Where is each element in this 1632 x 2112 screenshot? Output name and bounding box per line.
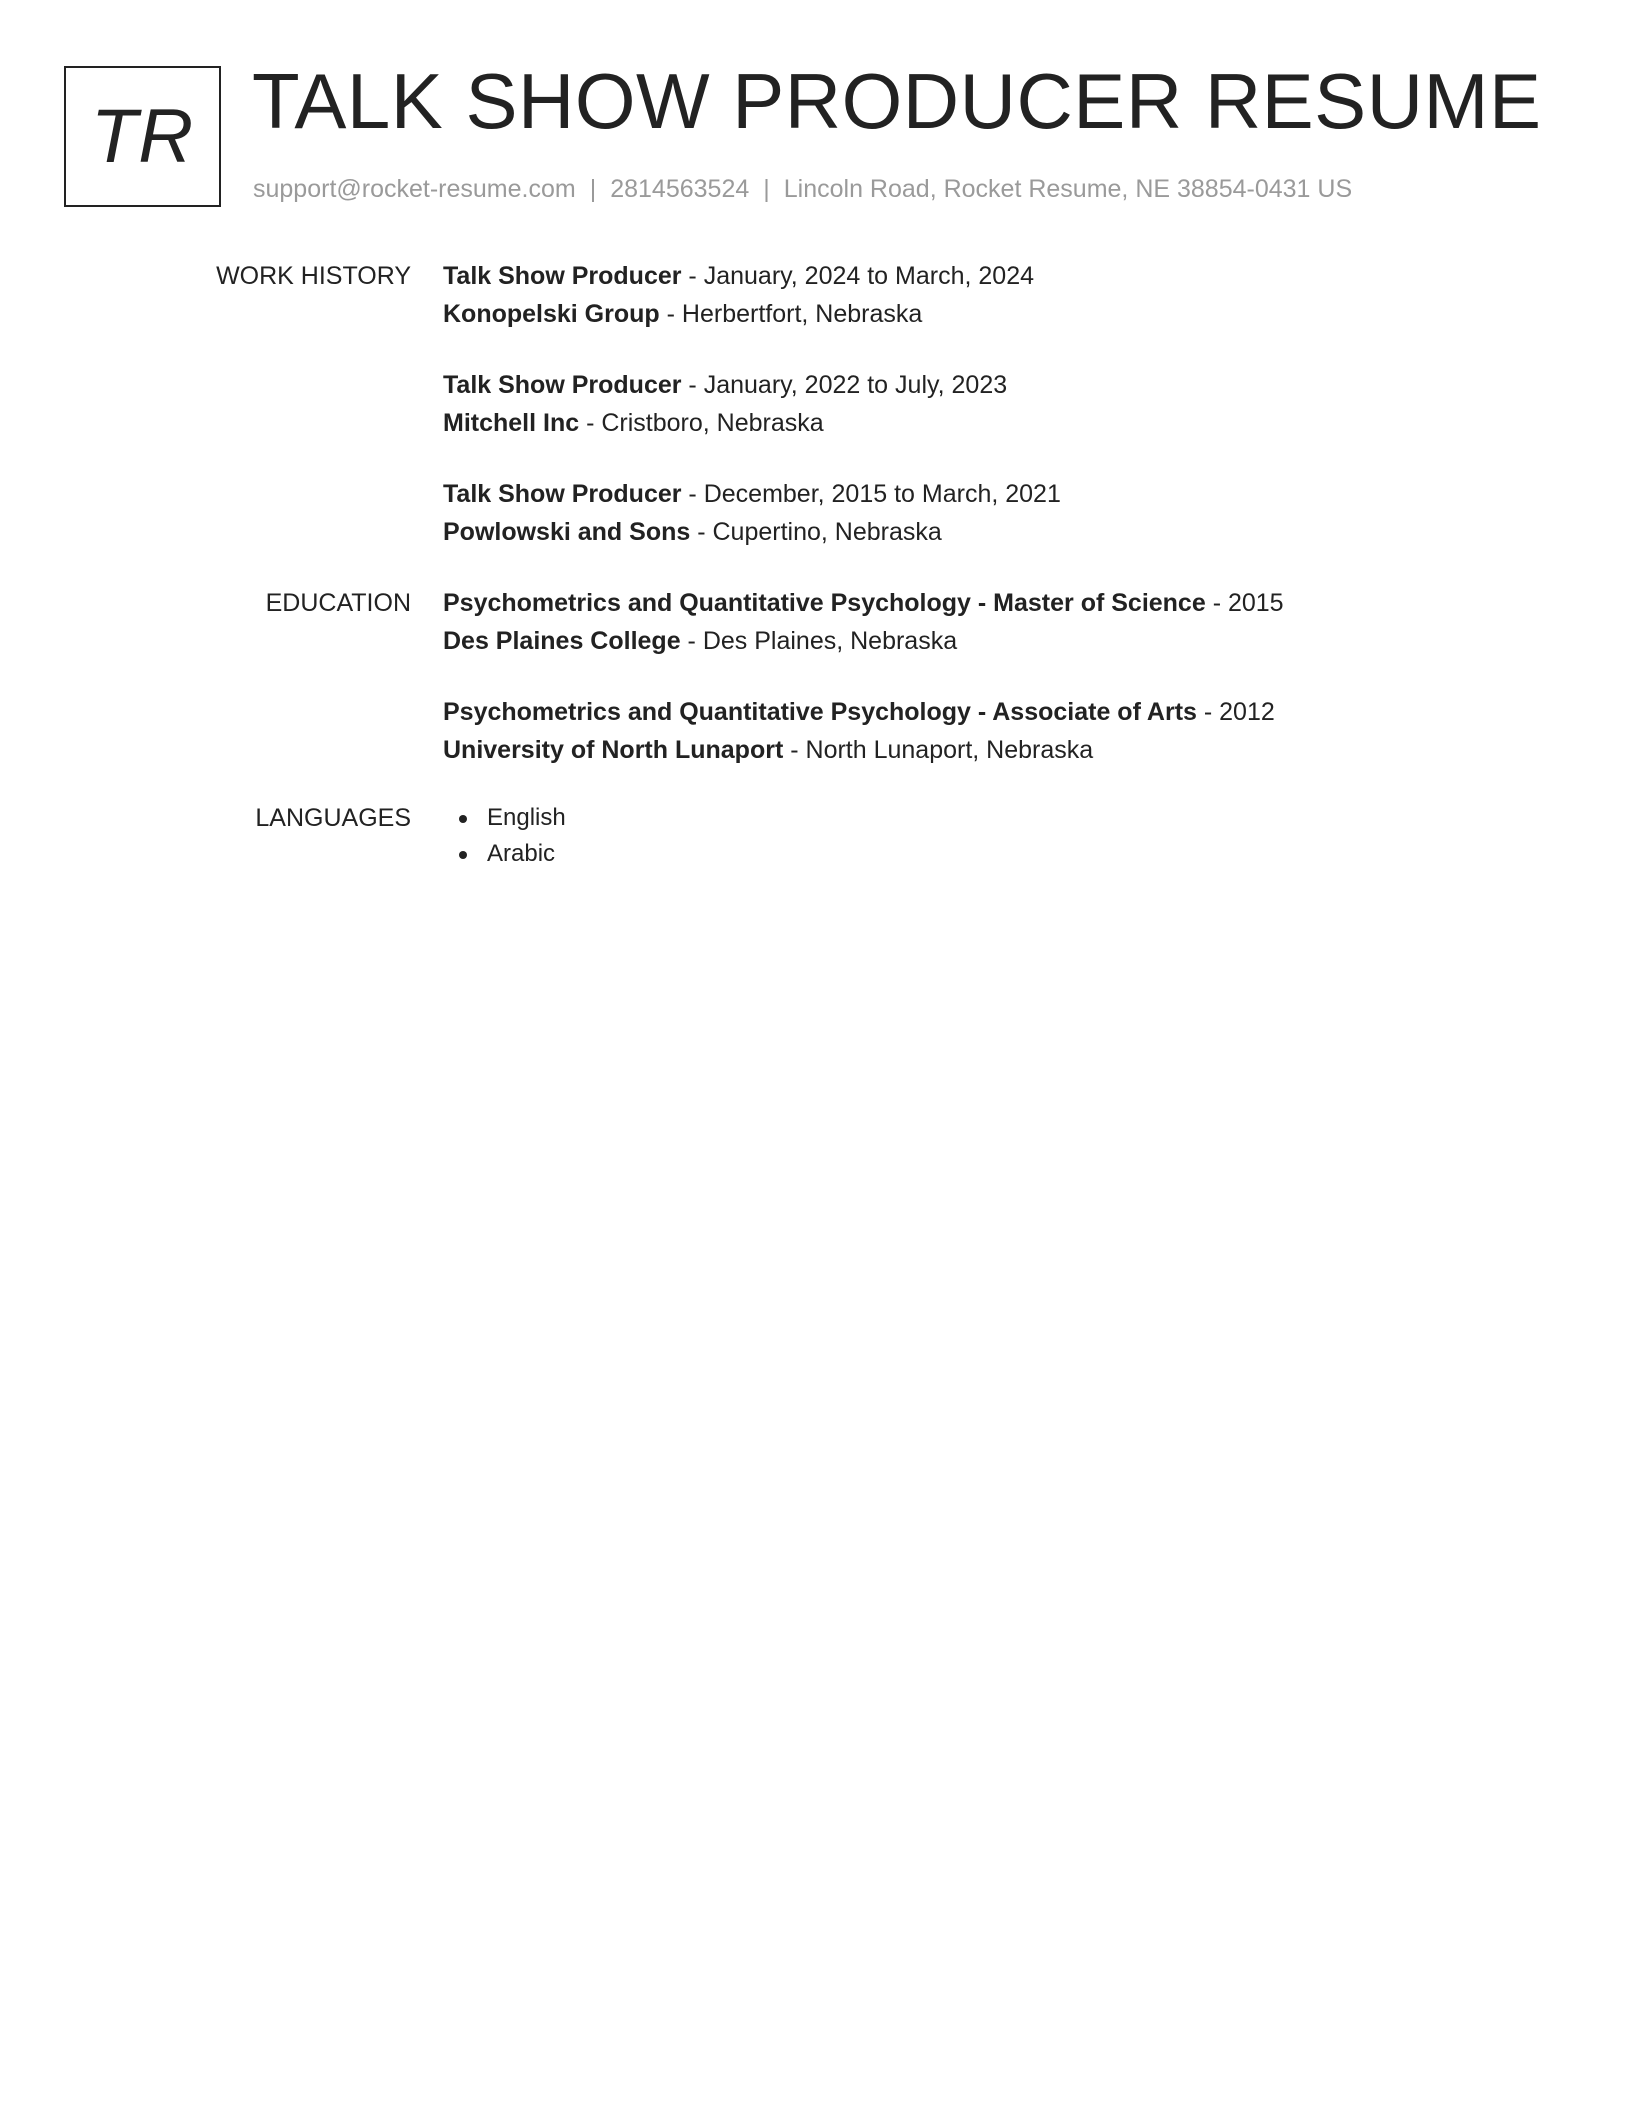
- education-location: - Des Plaines, Nebraska: [680, 627, 958, 655]
- work-dates: - January, 2022 to July, 2023: [681, 371, 1008, 399]
- section-label-languages: LANGUAGES: [255, 804, 411, 832]
- work-entry-line-1: [443, 475, 1061, 513]
- languages-list: [443, 800, 566, 872]
- education-location: - North Lunaport, Nebraska: [783, 736, 1094, 764]
- language-item: English: [443, 800, 566, 836]
- education-degree: Psychometrics and Quantitative Psychology - Associate of Arts: [443, 698, 1197, 726]
- education-degree: Psychometrics and Quantitative Psychology - Master of Science: [443, 589, 1206, 617]
- section-label-education: EDUCATION: [265, 589, 411, 617]
- work-role: Talk Show Producer: [443, 371, 682, 399]
- education-entry: [443, 693, 1275, 769]
- education-year: - 2015: [1205, 589, 1284, 617]
- work-dates: - January, 2024 to March, 2024: [681, 262, 1034, 290]
- education-entry-line-1: [443, 584, 1284, 622]
- page-title: TALK SHOW PRODUCER RESUME: [252, 57, 1542, 145]
- work-role: Talk Show Producer: [443, 480, 682, 508]
- education-entry: [443, 584, 1284, 660]
- education-entry-line-2: [443, 622, 1284, 660]
- contact-phone: 2814563524: [610, 175, 750, 203]
- work-entry: [443, 475, 1061, 551]
- education-school: Des Plaines College: [443, 627, 681, 655]
- monogram-logo: [64, 66, 221, 207]
- work-entry-line-1: [443, 366, 1007, 404]
- education-entry-line-2: [443, 731, 1275, 769]
- contact-address: Lincoln Road, Rocket Resume, NE 38854-0431 US: [783, 175, 1353, 203]
- work-entry: [443, 366, 1007, 442]
- work-dates: - December, 2015 to March, 2021: [681, 480, 1061, 508]
- work-entry: [443, 257, 1034, 333]
- education-entry-line-1: [443, 693, 1275, 731]
- work-company: Mitchell Inc: [443, 409, 580, 437]
- monogram-text: TR: [90, 93, 195, 179]
- contact-line: [253, 173, 1352, 205]
- work-entry-line-1: [443, 257, 1034, 295]
- work-entry-line-2: [443, 513, 1061, 551]
- work-entry-line-2: [443, 295, 1034, 333]
- work-location: - Cupertino, Nebraska: [690, 518, 942, 546]
- contact-email: support@rocket-resume.com: [253, 175, 576, 203]
- work-location: - Cristboro, Nebraska: [579, 409, 824, 437]
- work-entry-line-2: [443, 404, 1007, 442]
- work-location: - Herbertfort, Nebraska: [659, 300, 923, 328]
- work-company: Powlowski and Sons: [443, 518, 691, 546]
- language-item: Arabic: [443, 836, 566, 872]
- education-school: University of North Lunaport: [443, 736, 784, 764]
- contact-separator: |: [763, 175, 770, 203]
- education-year: - 2012: [1196, 698, 1275, 726]
- contact-separator: |: [589, 175, 597, 203]
- section-label-work-history: WORK HISTORY: [216, 262, 411, 290]
- work-company: Konopelski Group: [443, 300, 660, 328]
- work-role: Talk Show Producer: [443, 262, 682, 290]
